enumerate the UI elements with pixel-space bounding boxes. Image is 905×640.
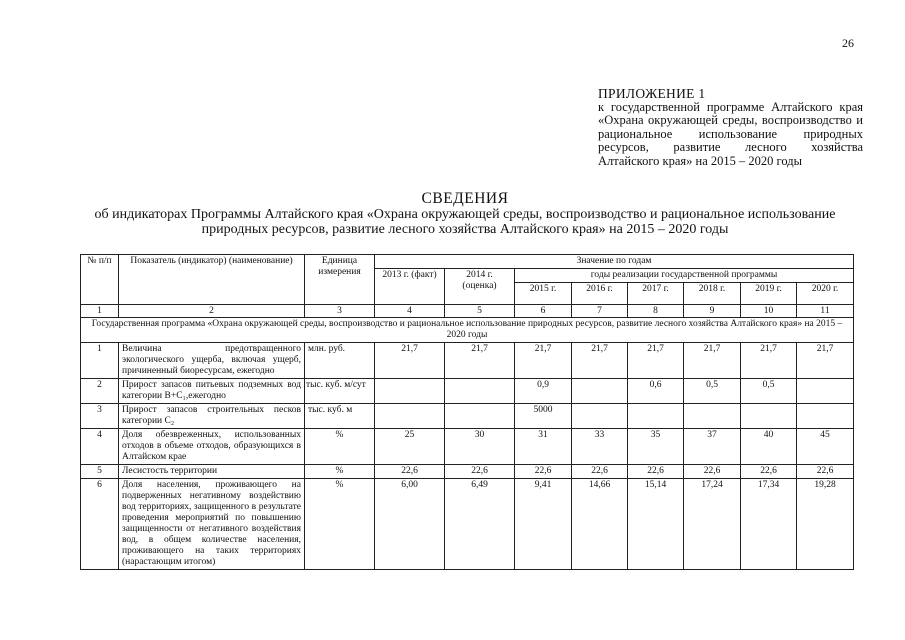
header-unit: Единица измерения [305,255,375,305]
row-num: 5 [81,465,119,479]
row-value-2018: 0,5 [684,379,741,404]
row-unit: тыс. куб. м [305,404,375,429]
header-year-2018: 2018 г. [684,283,741,305]
row-value-2016 [572,379,628,404]
row-indicator: Лесистость территории [119,465,305,479]
row-value-2017: 15,14 [628,479,684,570]
header-year-2015: 2015 г. [515,283,572,305]
column-number: 6 [515,305,572,318]
appendix-block [598,87,863,168]
row-value-2014: 22,6 [445,465,515,479]
table-row [81,379,854,404]
row-value-2020: 22,6 [797,465,854,479]
row-value-2014: 30 [445,429,515,465]
row-value-2018: 37 [684,429,741,465]
heading-title: СВЕДЕНИЯ [421,190,509,207]
row-value-2015: 22,6 [515,465,572,479]
row-value-2019: 40 [741,429,797,465]
column-number-row [81,305,854,318]
row-value-2020 [797,404,854,429]
column-number: 4 [375,305,445,318]
table-row [81,479,854,570]
program-row-title: Государственная программа «Охрана окружающей среды, воспроизводство и рациональное использование природных ресурсов, развитие лесного хозяйства Алтайского края» на 2015 – 2020 годы [81,318,854,343]
row-value-2015: 21,7 [515,343,572,379]
column-number: 1 [81,305,119,318]
row-value-2015: 9,41 [515,479,572,570]
header-values-by-year: Значение по годам [375,255,854,269]
row-indicator: Прирост запасов питьевых подземных вод категории В+С₁,ежегодно [119,379,305,404]
row-value-2013 [375,404,445,429]
column-number: 3 [305,305,375,318]
row-value-2020: 45 [797,429,854,465]
column-number: 10 [741,305,797,318]
row-num: 4 [81,429,119,465]
row-value-2017 [628,404,684,429]
table-row [81,404,854,429]
row-unit: млн. руб. [305,343,375,379]
table-row [81,429,854,465]
header-program-years: годы реализации государственной программы [515,269,854,283]
row-num: 2 [81,379,119,404]
row-value-2016 [572,404,628,429]
row-value-2018: 22,6 [684,465,741,479]
row-unit: % [305,479,375,570]
row-value-2020 [797,379,854,404]
row-value-2020: 21,7 [797,343,854,379]
page-number: 26 [842,36,854,50]
row-value-2017: 35 [628,429,684,465]
table-row [81,465,854,479]
row-value-2014: 21,7 [445,343,515,379]
header-year-2020: 2020 г. [797,283,854,305]
header-indicator: Показатель (индикатор) (наименование) [119,255,305,305]
row-value-2015: 5000 [515,404,572,429]
column-number: 8 [628,305,684,318]
header-year-2016: 2016 г. [572,283,628,305]
row-num: 1 [81,343,119,379]
row-value-2017: 21,7 [628,343,684,379]
column-number: 2 [119,305,305,318]
row-value-2013: 21,7 [375,343,445,379]
row-unit: % [305,429,375,465]
row-value-2016: 21,7 [572,343,628,379]
row-indicator: Величина предотвращенного экологического ущерба, включая ущерб, причиненный биоресурсам, ежегодно [119,343,305,379]
row-value-2019: 21,7 [741,343,797,379]
row-value-2018: 17,24 [684,479,741,570]
row-indicator: Доля населения, проживающего на подверженных негативному воздействию вод территориях, защищенного в результате проведения мероприятий по повышению защищенности от негативного воздействия вод, в общем количестве населения, проживающего на таких территориях (нарастающим итогом) [119,479,305,570]
row-value-2014 [445,404,515,429]
header-row-1 [81,255,854,269]
program-row [81,318,854,343]
heading-subtitle: об индикаторах Программы Алтайского края «Охрана окружающей среды, воспроизводство и рациональное использование природных ресурсов, развитие лесного хозяйства Алтайского края» на 2015 – 2020 годы [94,207,836,237]
column-number: 9 [684,305,741,318]
header-num: № п/п [81,255,119,305]
row-num: 6 [81,479,119,570]
row-value-2015: 0,9 [515,379,572,404]
row-value-2019: 22,6 [741,465,797,479]
row-indicator: Прирост запасов строительных песков категории С₂ [119,404,305,429]
row-value-2016: 33 [572,429,628,465]
header-2014: 2014 г. (оценка) [445,269,515,305]
row-value-2013: 25 [375,429,445,465]
row-value-2013 [375,379,445,404]
appendix-title: ПРИЛОЖЕНИЕ 1 [598,86,706,101]
column-number: 7 [572,305,628,318]
row-value-2019: 17,34 [741,479,797,570]
row-indicator: Доля обезвреженных, использованных отходов в объеме отходов, образующихся в Алтайском крае [119,429,305,465]
table-row [81,343,854,379]
row-value-2016: 14,66 [572,479,628,570]
row-value-2019 [741,404,797,429]
appendix-text: к государственной программе Алтайского края «Охрана окружающей среды, воспроизводство и рациональное использование природных ресурсов, развитие лесного хозяйства Алтайского края» на 2015 – 2020 годы [598,99,863,168]
row-value-2018 [684,404,741,429]
row-value-2020: 19,28 [797,479,854,570]
column-number: 5 [445,305,515,318]
row-value-2014: 6,49 [445,479,515,570]
column-number: 11 [797,305,854,318]
header-year-2019: 2019 г. [741,283,797,305]
row-unit: тыс. куб. м/сут [305,379,375,404]
row-value-2013: 6,00 [375,479,445,570]
header-2013: 2013 г. (факт) [375,269,445,305]
row-value-2015: 31 [515,429,572,465]
document-heading [90,190,840,237]
indicators-table [80,254,854,570]
header-year-2017: 2017 г. [628,283,684,305]
row-unit: % [305,465,375,479]
row-value-2013: 22,6 [375,465,445,479]
row-value-2019: 0,5 [741,379,797,404]
row-num: 3 [81,404,119,429]
row-value-2014 [445,379,515,404]
row-value-2018: 21,7 [684,343,741,379]
row-value-2016: 22,6 [572,465,628,479]
row-value-2017: 22,6 [628,465,684,479]
row-value-2017: 0,6 [628,379,684,404]
